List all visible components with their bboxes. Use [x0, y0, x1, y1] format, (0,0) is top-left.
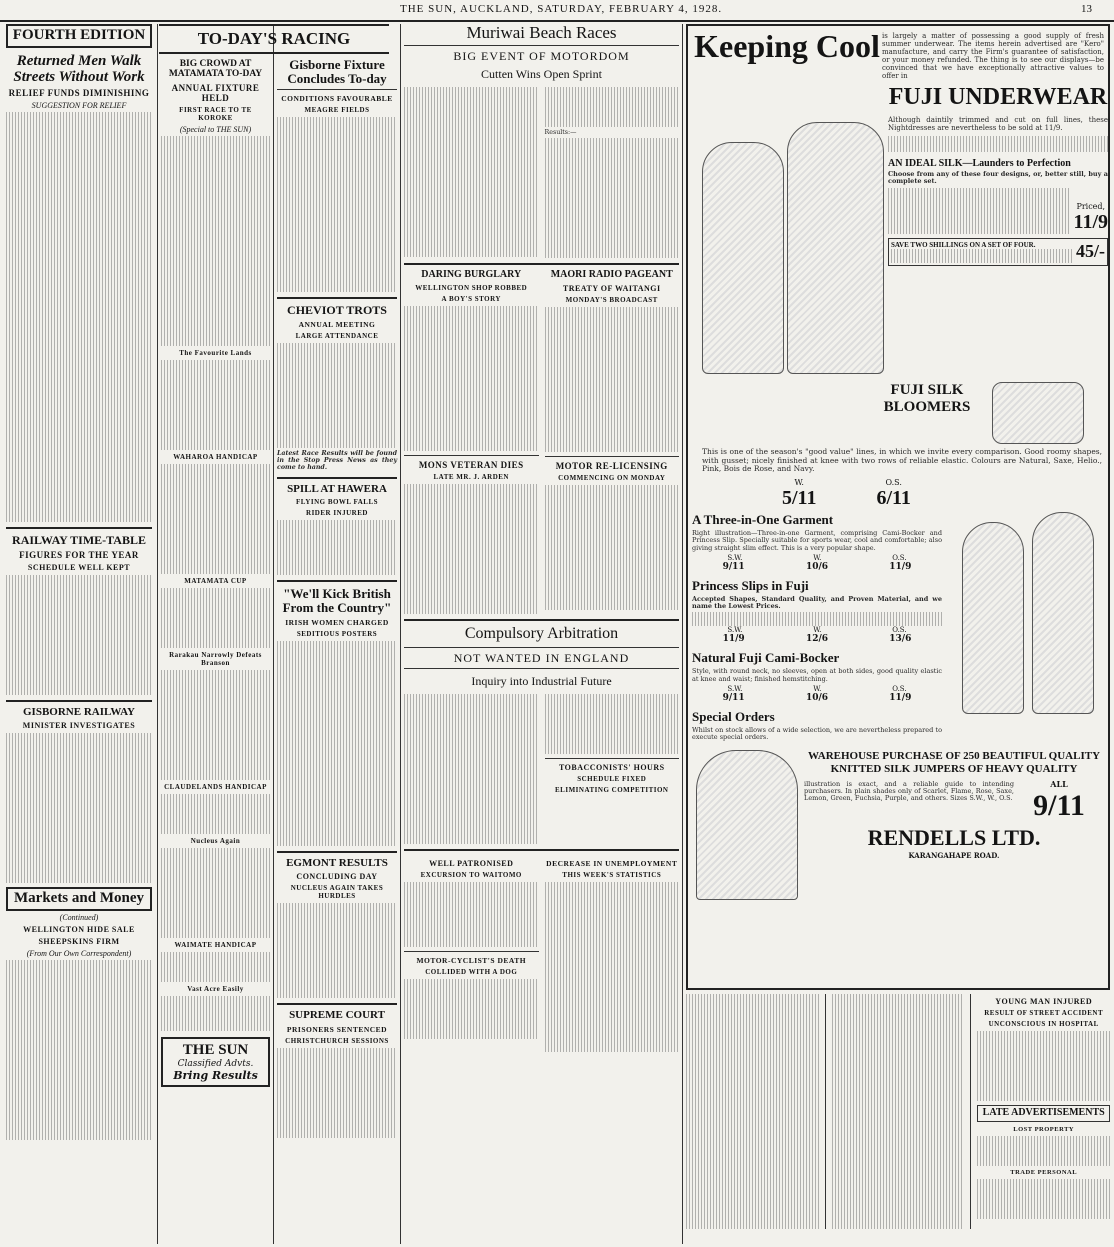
bloomers-os-price: 6/11: [876, 487, 911, 509]
subhead-waharoa: WAHAROA HANDICAP: [173, 452, 258, 461]
ideal-silk-heading: AN IDEAL SILK—Launders to Perfection: [888, 158, 1071, 169]
size-w: W.: [813, 626, 822, 635]
headline-railway-timetable: RAILWAY TIME-TABLE: [12, 533, 146, 548]
subhead-posters: SEDITIOUS POSTERS: [296, 629, 378, 638]
nightdress-illustration: [787, 122, 884, 374]
subhead-street-accident: RESULT OF STREET ACCIDENT: [984, 1009, 1104, 1017]
subhead-nucleus-hurdles: NUCLEUS AGAIN TAKES HURDLES: [290, 884, 384, 901]
article-text: [161, 588, 270, 648]
article-text: [277, 343, 397, 448]
column-1: [6, 24, 152, 1244]
ad-text: [977, 1136, 1110, 1166]
subhead-correspondent: (From Our Own Correspondent): [26, 949, 132, 959]
subhead-schedule-fixed: SCHEDULE FIXED: [577, 774, 647, 783]
subhead-meagre: MEAGRE FIELDS: [304, 106, 370, 115]
ad-intro: is largely a matter of possessing a good supply of fresh summer underwear. The items herein advertised are "Kero" manufacture, and carry the Firm's guarantee of satisfaction, or your money refunded. The thing is to see our displays—be convinced that we have exceptionally attractive values to offer in: [882, 32, 1104, 80]
fuji-text: Although daintily trimmed and cut on full lines, these Nightdresses are nevertheless to be sold at 11/9.: [888, 116, 1108, 132]
bloomers-section: [692, 382, 1104, 512]
princess-price-row: [692, 634, 942, 644]
article-text: [277, 903, 397, 998]
subhead-waimate: WAIMATE HANDICAP: [174, 940, 257, 949]
ad-text: [891, 249, 1072, 263]
subhead-relief-funds: RELIEF FUNDS DIMINISHING: [8, 88, 150, 99]
size-sw: S.W.: [727, 685, 743, 694]
bloomers-w-price: 5/11: [782, 487, 817, 509]
subhead-not-wanted: NOT WANTED IN ENGLAND: [453, 650, 630, 665]
divider: [545, 456, 680, 457]
divider: [404, 668, 679, 669]
bloomers-w: [782, 478, 816, 510]
rendells-advertisement: [686, 24, 1110, 990]
garments-section: [692, 512, 1104, 744]
divider: [545, 758, 680, 759]
row-burglary-radio: [404, 270, 679, 614]
garments-text: [692, 512, 942, 744]
size-w: W.: [813, 685, 822, 694]
price: 11/9: [722, 634, 745, 645]
headline-maori-radio: MAORI RADIO PAGEANT: [550, 269, 673, 281]
ideal-price-box: [1074, 202, 1108, 234]
jumper-row: [804, 779, 1104, 823]
article-text: [161, 996, 270, 1031]
subhead-waitomo: EXCURSION TO WAITOMO: [420, 870, 522, 879]
ideal-silk-sub: Choose from any of these four designs, or, better still, buy a complete set.: [888, 170, 1108, 186]
price: 10/6: [805, 561, 829, 572]
article-text: [161, 136, 270, 346]
subhead-flying-bowl: FLYING BOWL FALLS: [295, 498, 379, 507]
keeping-cool-heading: Keeping Cool: [694, 28, 880, 64]
subhead-matamata-cup: MATAMATA CUP: [184, 576, 247, 585]
subhead-commencing: COMMENCING ON MONDAY: [558, 473, 666, 482]
three-in-one-heading: A Three-in-One Garment: [692, 512, 834, 527]
three-in-one-text: Right illustration—Three-in-one Garment, comprising Cami-Bocker and Princess Slip. Specially suitable for sports wear, cool and comfortable; also giving straight slim effect. This is a very popular shape.: [692, 529, 942, 552]
sun-ad-slogan: Bring Results: [173, 1068, 258, 1082]
save-box: [888, 238, 1108, 266]
article-text: [977, 1031, 1110, 1101]
bloomers-text: This is one of the season's "good value" lines, in which we invite every comparison. Good roomy shapes, with gusset; nicely finished at knee with two rows of reliable elastic. Colours are Natural, Saxe, Helio., Pink, Bois de Rose, and Navy.: [702, 447, 1102, 473]
article-text: [545, 87, 680, 127]
subhead-attendance: LARGE ATTENDANCE: [295, 331, 379, 340]
size-sw: S.W.: [727, 626, 743, 635]
headline-relicensing: MOTOR RE-LICENSING: [555, 460, 668, 471]
subhead-conditions: CONDITIONS FAVOURABLE: [281, 94, 393, 104]
article-text: [404, 87, 539, 257]
subhead-annual: ANNUAL FIXTURE HELD: [171, 82, 260, 103]
karangahape-road: KARANGAHAPE ROAD.: [908, 850, 1000, 860]
column-4: [404, 24, 679, 1244]
masthead-title: THE SUN, AUCKLAND, SATURDAY, FEBRUARY 4, 1928.: [400, 3, 723, 15]
headline-spill: SPILL AT HAWERA: [287, 482, 387, 495]
bottom-right-area: [686, 994, 1110, 1244]
burglary-article: [404, 270, 539, 614]
waitomo-article: [404, 856, 539, 1052]
price: 9/11: [722, 693, 745, 704]
size-os: O.S.: [892, 553, 907, 562]
headline-supreme-court: SUPREME COURT: [289, 1009, 385, 1022]
article-text: [404, 979, 539, 1039]
subhead-rider: RIDER INJURED: [306, 509, 368, 518]
radio-article: [545, 270, 680, 614]
article-text: [404, 694, 539, 844]
ideal-price: 11/9: [1073, 210, 1108, 233]
article-text: [277, 520, 397, 575]
article-text: [6, 960, 152, 1140]
size-label: W.: [794, 478, 804, 487]
divider: [404, 647, 679, 648]
divider: [277, 1003, 397, 1005]
tobacconists-article: [545, 694, 680, 844]
special-orders-text: Whilst on stock allows of a wide selection, we are nevertheless prepared to execute special orders.: [692, 726, 942, 742]
divider: [6, 527, 152, 529]
article-text: [161, 952, 270, 982]
subhead-sheepskins: SHEEPSKINS FIRM: [38, 937, 120, 947]
fourth-edition-heading: FOURTH EDITION: [6, 24, 152, 48]
article-text: [277, 1048, 397, 1138]
ad-text: [888, 136, 1108, 152]
article-text: [161, 464, 270, 574]
size-sw: S.W.: [727, 553, 743, 562]
divider: [277, 851, 397, 853]
nightdress-illustration: [702, 142, 784, 374]
article-text: [545, 138, 680, 258]
price: 11/9: [889, 693, 912, 704]
article-text: [6, 112, 152, 522]
divider: [404, 951, 539, 952]
unemployment-article: [545, 856, 680, 1052]
size-os: O.S.: [892, 626, 907, 635]
subhead-boys-story: A BOY'S STORY: [441, 294, 501, 303]
column-rule: [157, 24, 158, 1244]
column-rule: [682, 24, 683, 1244]
jumper-price: 9/11: [1033, 788, 1085, 822]
warehouse-heading: WAREHOUSE PURCHASE OF 250 BEAUTIFUL QUALITY KNITTED SILK JUMPERS OF HEAVY QUALITY: [807, 749, 1101, 775]
bloomers-prices: [782, 478, 911, 510]
subhead-special: (Special to THE SUN): [179, 124, 252, 134]
subhead-dog: COLLIDED WITH A DOG: [425, 967, 518, 976]
article-text: [6, 733, 152, 883]
ad-text: [888, 188, 1070, 234]
subhead-broadcast: MONDAY'S BROADCAST: [565, 295, 658, 304]
divider: [404, 263, 679, 265]
subhead-cutten: Cutten Wins Open Sprint: [481, 67, 602, 82]
article-text: [832, 994, 965, 1229]
page-number: 13: [1081, 3, 1092, 15]
garment-illustration: [962, 522, 1024, 714]
jumper-text: illustration is exact, and a reliable guide to intending purchasers. In plain shades only of Scarlet, Flame, Rose, Saxe, Lemon, Green, Fuchsia, Purple, and others. Sizes S.W., W., O.S.: [804, 779, 1014, 803]
bloomers-heading: FUJI SILK BLOOMERS: [883, 382, 971, 415]
article-text: [161, 670, 270, 780]
results-block: [545, 87, 680, 258]
subhead-vast-acre: Vast Acre Easily: [187, 984, 244, 993]
jumper-price-box: [1014, 779, 1104, 823]
headline-gisborne-railway: GISBORNE RAILWAY: [23, 705, 135, 718]
article-text: [545, 307, 680, 452]
price: 10/6: [805, 693, 829, 704]
divider: [277, 477, 397, 479]
garment-illustrations: [942, 512, 1104, 744]
subhead-statistics: THIS WEEK'S STATISTICS: [562, 870, 662, 879]
cami-heading: Natural Fuji Cami-Bocker: [692, 650, 840, 666]
article-text: [545, 882, 680, 1052]
article-text: [161, 794, 270, 834]
muriwai-article: [404, 87, 679, 258]
price: 13/6: [889, 634, 912, 645]
jumper-section: [692, 750, 1104, 900]
subhead-unconscious: UNCONSCIOUS IN HOSPITAL: [988, 1020, 1099, 1028]
divider: [404, 849, 679, 851]
ad-text: [692, 612, 942, 626]
article-text: [404, 484, 539, 614]
size-os: O.S.: [892, 685, 907, 694]
headline-markets: Markets and Money: [6, 887, 152, 911]
fuji-block: [888, 84, 1108, 266]
results-label: Results:—: [544, 129, 577, 137]
divider: [404, 455, 539, 456]
headline-compulsory-arbitration: Compulsory Arbitration: [464, 624, 619, 642]
column-3: [277, 24, 397, 1244]
headline-returned-men: Returned Men Walk Streets Without Work: [13, 52, 145, 85]
headline-egmont: EGMONT RESULTS: [286, 856, 388, 869]
subhead-arden: LATE MR. J. ARDEN: [433, 472, 509, 481]
price: 12/6: [805, 634, 829, 645]
subhead-continued: (Continued): [59, 913, 99, 923]
race-results-note: Latest Race Results will be found in the Stop Press News as they come to hand.: [277, 449, 397, 472]
cami-text: Style, with round neck, no sleeves, open at both sides, good quality elastic at knee and waist; finished hemstitching.: [692, 667, 942, 683]
subhead-concluding: CONCLUDING DAY: [296, 872, 378, 882]
princess-text: Accepted Shapes, Standard Quality, and Proven Material, and we name the Lowest Prices.: [692, 594, 942, 611]
save-text-block: [891, 241, 1072, 263]
bloomers-illustration: [992, 382, 1084, 444]
headline-kick-british: "We'll Kick British From the Country": [282, 586, 392, 615]
article-text: [404, 306, 539, 451]
subhead-waitangi: TREATY OF WAITANGI: [562, 283, 661, 293]
divider: [404, 619, 679, 621]
headline-big-crowd: BIG CROWD AT MATAMATA TO-DAY: [168, 58, 263, 79]
jumper-illustration: [696, 750, 798, 900]
subhead-nucleus: Nucleus Again: [190, 836, 241, 845]
headline-muriwai: Muriwai Beach Races: [404, 24, 679, 46]
headline-young-man: YOUNG MAN INJURED: [995, 997, 1093, 1006]
headline-todays-racing: TO-DAY'S RACING: [159, 24, 389, 54]
price: 11/9: [889, 561, 912, 572]
subhead-inquiry: Inquiry into Industrial Future: [471, 674, 612, 689]
special-orders-heading: Special Orders: [692, 709, 775, 725]
subhead-motordom: BIG EVENT OF MOTORDOM: [453, 48, 630, 63]
rendells-heading: RENDELLS LTD.: [867, 824, 1041, 850]
row-bottom-articles: [404, 856, 679, 1052]
size-w: W.: [813, 553, 822, 562]
subhead-eliminating: ELIMINATING COMPETITION: [555, 785, 669, 794]
lost-property-heading: LOST PROPERTY: [1013, 1125, 1075, 1133]
trade-personal-heading: TRADE PERSONAL: [1010, 1168, 1078, 1176]
nightdress-section: [692, 82, 1108, 382]
cami-size-row: [692, 685, 942, 693]
subhead-favourite-lands: The Favourite Lands: [179, 348, 252, 357]
cami-price-row: [692, 693, 942, 703]
bottom-col-a: [686, 994, 819, 1229]
subhead-figures: FIGURES FOR THE YEAR: [19, 549, 139, 560]
subhead-suggestion: SUGGESTION FOR RELIEF: [31, 101, 127, 111]
size-label: O.S.: [885, 478, 902, 487]
fuji-underwear-heading: FUJI UNDERWEAR: [888, 84, 1108, 110]
three-price-row: [692, 562, 942, 572]
subhead-christchurch: CHRISTCHURCH SESSIONS: [285, 1036, 389, 1045]
garment-illustration: [1032, 512, 1094, 714]
headline-tobacconists: TOBACCONISTS' HOURS: [558, 762, 665, 772]
column-rule: [400, 24, 401, 1244]
headline-motorcyclist: MOTOR-CYCLIST'S DEATH: [416, 955, 527, 965]
bottom-col-b: [832, 994, 965, 1229]
jumper-block: [804, 750, 1104, 860]
subhead-prisoners: PRISONERS SENTENCED: [286, 1024, 388, 1034]
headline-mons-veteran: MONS VETERAN DIES: [418, 459, 524, 470]
headline-daring-burglary: DARING BURGLARY: [421, 269, 522, 281]
headline-gisborne-fixture: Gisborne Fixture Concludes To-day: [287, 57, 387, 86]
article-text: [161, 360, 270, 450]
divider: [277, 297, 397, 299]
article-text: [161, 848, 270, 938]
headline-unemployment: DECREASE IN UNEMPLOYMENT: [546, 858, 678, 868]
price: 9/11: [722, 561, 745, 572]
column-rule: [273, 24, 274, 1244]
divider: [277, 580, 397, 582]
article-text: [277, 641, 397, 846]
sun-ad-line: Classified Advts.: [177, 1058, 254, 1069]
subhead-annual-meeting: ANNUAL MEETING: [298, 319, 376, 329]
article-text: [277, 117, 397, 292]
ideal-price-row: [888, 188, 1108, 234]
bottom-right-columns: [686, 994, 1110, 1229]
princess-heading: Princess Slips in Fuji: [692, 577, 809, 593]
divider: [6, 700, 152, 702]
subhead-irish-women: IRISH WOMEN CHARGED: [285, 617, 389, 627]
young-man-article: [977, 994, 1110, 1229]
headline-cheviot: CHEVIOT TROTS: [287, 303, 387, 318]
divider: [277, 89, 397, 90]
bloomers-os: [876, 478, 910, 510]
subhead-shop-robbed: WELLINGTON SHOP ROBBED: [415, 283, 528, 292]
subhead-claudelands: CLAUDELANDS HANDICAP: [164, 782, 267, 791]
save-price: 45/-: [1076, 241, 1105, 262]
arbitration-article: [404, 694, 679, 844]
subhead-first-race: FIRST RACE TO TE KOROKE: [179, 105, 252, 122]
headline-well-patronised: WELL PATRONISED: [429, 858, 514, 868]
subhead-rarakau: Rarakau Narrowly Defeats Branson: [169, 650, 262, 667]
article-text: [6, 575, 152, 695]
priced-label: Priced,: [1076, 201, 1106, 211]
sun-classified-ad: [161, 1037, 270, 1087]
ad-top: [692, 30, 1104, 82]
ad-text: [977, 1179, 1110, 1219]
article-text: [404, 882, 539, 947]
article-text: [686, 994, 819, 1229]
subhead-schedule: SCHEDULE WELL KEPT: [27, 562, 131, 572]
subhead-hide-sale: WELLINGTON HIDE SALE: [23, 925, 135, 935]
late-ads-heading: LATE ADVERTISEMENTS: [977, 1105, 1110, 1122]
masthead: [0, 0, 1114, 22]
three-size-row: [692, 554, 942, 562]
sun-ad-title: THE SUN: [182, 1041, 249, 1058]
article-text: [545, 485, 680, 610]
subhead-minister: MINISTER INVESTIGATES: [22, 721, 136, 731]
article-text: [545, 694, 680, 754]
all-label: ALL: [1050, 778, 1068, 789]
princess-size-row: [692, 626, 942, 634]
save-heading: SAVE TWO SHILLINGS ON A SET OF FOUR.: [891, 240, 1036, 249]
